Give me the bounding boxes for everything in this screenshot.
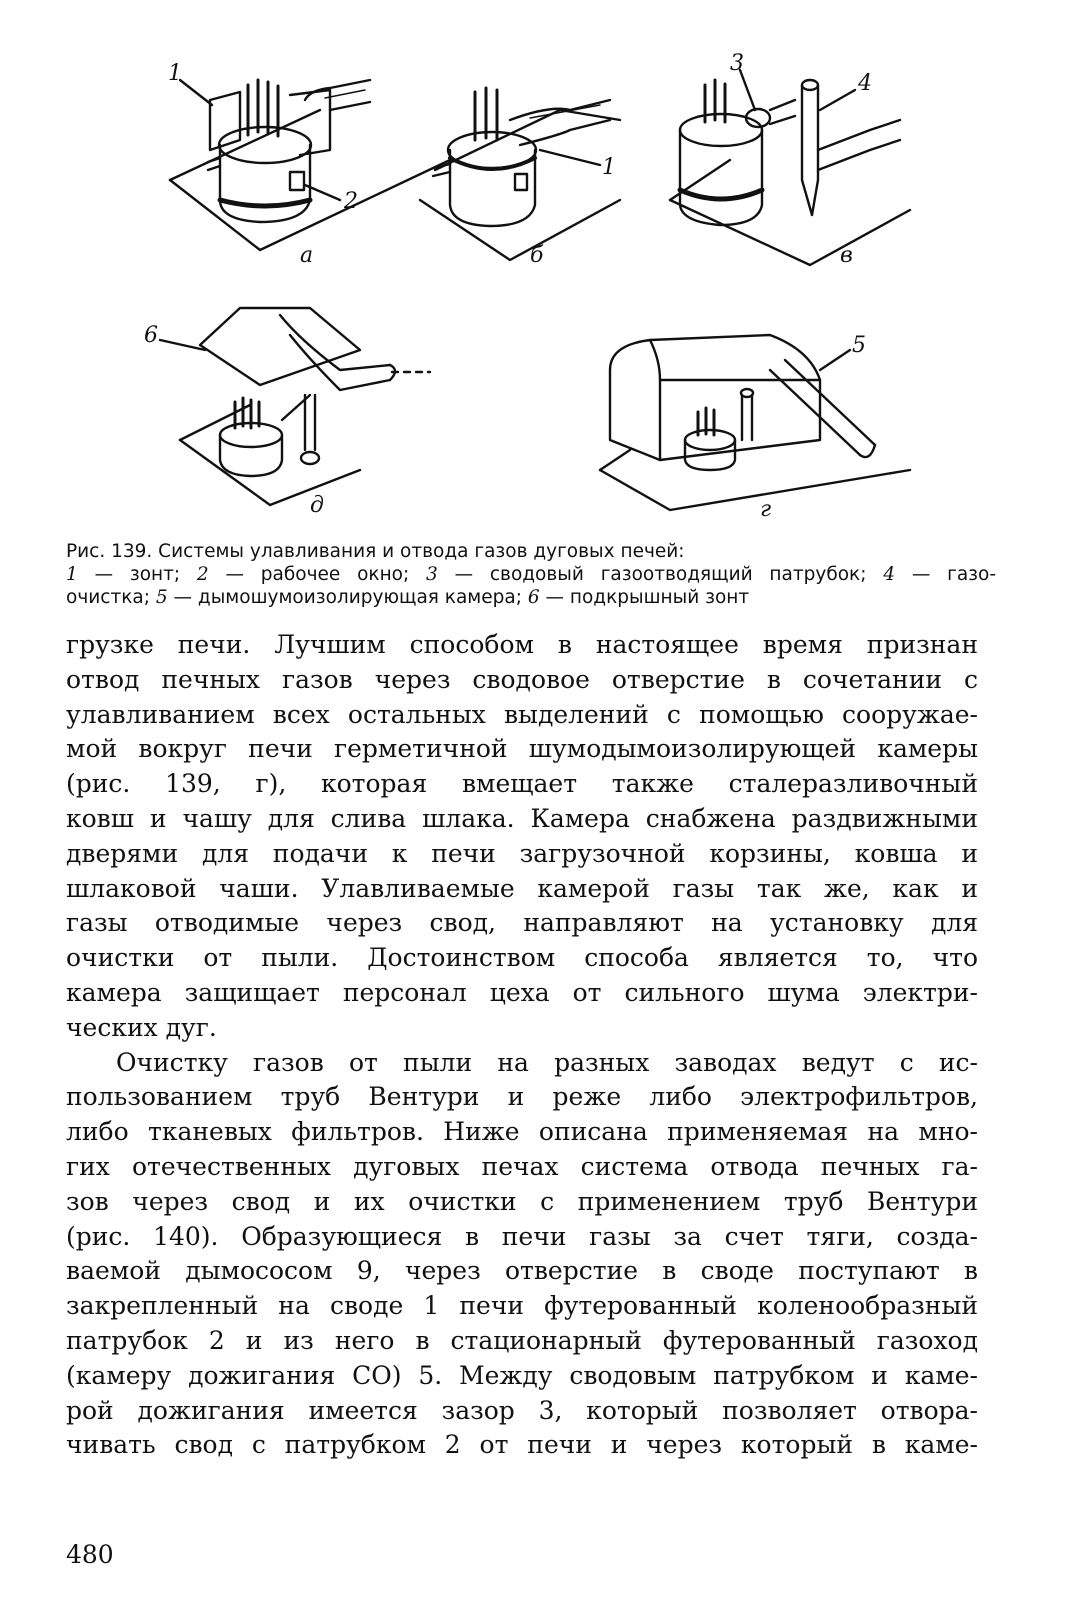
- label-v-3: 3: [730, 51, 744, 76]
- text-line: рой дожигания имеется зазор 3, который позволяет отвора-: [66, 1395, 978, 1425]
- text-line: ваемой дымососом 9, через отверстие в своде поступают в: [66, 1256, 978, 1286]
- text-line: газы отводимые через свод, направляют на установку для: [66, 908, 978, 938]
- text-line: камера защищает персонал цеха от сильного шума электри-: [66, 977, 978, 1007]
- panel-g-drawing: [600, 333, 910, 522]
- label-a-2: 2: [344, 189, 358, 214]
- text-line: улавливанием всех остальных выделений с помощью сооружае-: [66, 699, 978, 729]
- label-g-5: 5: [852, 333, 866, 358]
- text-line: закрепленный на своде 1 печи футерованный коленообразный: [66, 1291, 978, 1321]
- caption-legend-line-1: 1 — зонт; 2 — рабочее окно; 3 — сводовый газоотводящий патрубок; 4 — газо-: [66, 564, 996, 585]
- label-d-6: 6: [144, 323, 158, 348]
- caption-title: Рис. 139. Системы улавливания и отвода газов дуговых печей:: [66, 541, 685, 562]
- text-line: патрубок 2 и из него в стационарный футерованный газоход: [66, 1325, 978, 1355]
- label-g-letter: г: [760, 497, 772, 522]
- text-line: пользованием труб Вентури и реже либо электрофильтров,: [66, 1082, 978, 1112]
- panel-a-drawing: [168, 61, 450, 268]
- label-b-1: 1: [602, 155, 616, 180]
- caption-legend-line-2: очистка; 5 — дымошумоизолирующая камера; 6 — подкрышный зонт: [66, 587, 750, 608]
- text-line: грузке печи. Лучшим способом в настоящее время признан: [66, 630, 978, 659]
- panel-v-drawing: [670, 51, 910, 268]
- text-line: отвод печных газов через сводовое отверстие в сочетании с: [66, 664, 978, 694]
- figure-139: [130, 50, 950, 530]
- text-line: ковш и чашу для слива шлака. Камера снабжена раздвижными: [66, 803, 978, 833]
- text-line: либо тканевых фильтров. Ниже описана применяемая на мно-: [66, 1117, 978, 1147]
- label-v-4: 4: [858, 71, 872, 96]
- text-line: мой вокруг печи герметичной шумодымоизолирующей камеры: [66, 734, 978, 764]
- text-line: ческих дуг.: [66, 1012, 217, 1042]
- label-a-1: 1: [168, 61, 182, 86]
- label-a-letter: а: [300, 243, 314, 268]
- text-line: гих отечественных дуговых печах система отвода печных га-: [66, 1151, 978, 1181]
- label-b-letter: б: [530, 243, 544, 268]
- figure-caption: [66, 540, 996, 609]
- panel-b-drawing: [420, 88, 620, 268]
- paragraph-2: [66, 1046, 978, 1464]
- paragraph-1: [66, 628, 978, 1046]
- text-line: зов через свод и их очистки с применением труб Вентури: [66, 1186, 978, 1216]
- page-number: 480: [66, 1540, 114, 1569]
- text-line: шлаковой чаши. Улавливаемые камерой газы так же, как и: [66, 873, 978, 903]
- label-d-letter: д: [310, 493, 324, 518]
- text-line: чивать свод с патрубком 2 от печи и через который в каме-: [66, 1430, 978, 1460]
- figure-drawings: [130, 50, 950, 530]
- text-line: очистки от пыли. Достоинством способа является то, что: [66, 943, 978, 973]
- text-line: (рис. 140). Образующиеся в печи газы за счет тяги, созда-: [66, 1221, 978, 1251]
- text-line: (камеру дожигания СО) 5. Между сводовым патрубком и каме-: [66, 1360, 978, 1390]
- label-v-letter: в: [840, 243, 853, 268]
- panel-d-drawing: [144, 308, 430, 518]
- body-text: [66, 628, 978, 1463]
- text-line: (рис. 139, г), которая вмещает также сталеразливочный: [66, 769, 978, 799]
- text-line: дверями для подачи к печи загрузочной корзины, ковша и: [66, 838, 978, 868]
- text-line: Очистку газов от пыли на разных заводах ведут с ис-: [116, 1047, 978, 1077]
